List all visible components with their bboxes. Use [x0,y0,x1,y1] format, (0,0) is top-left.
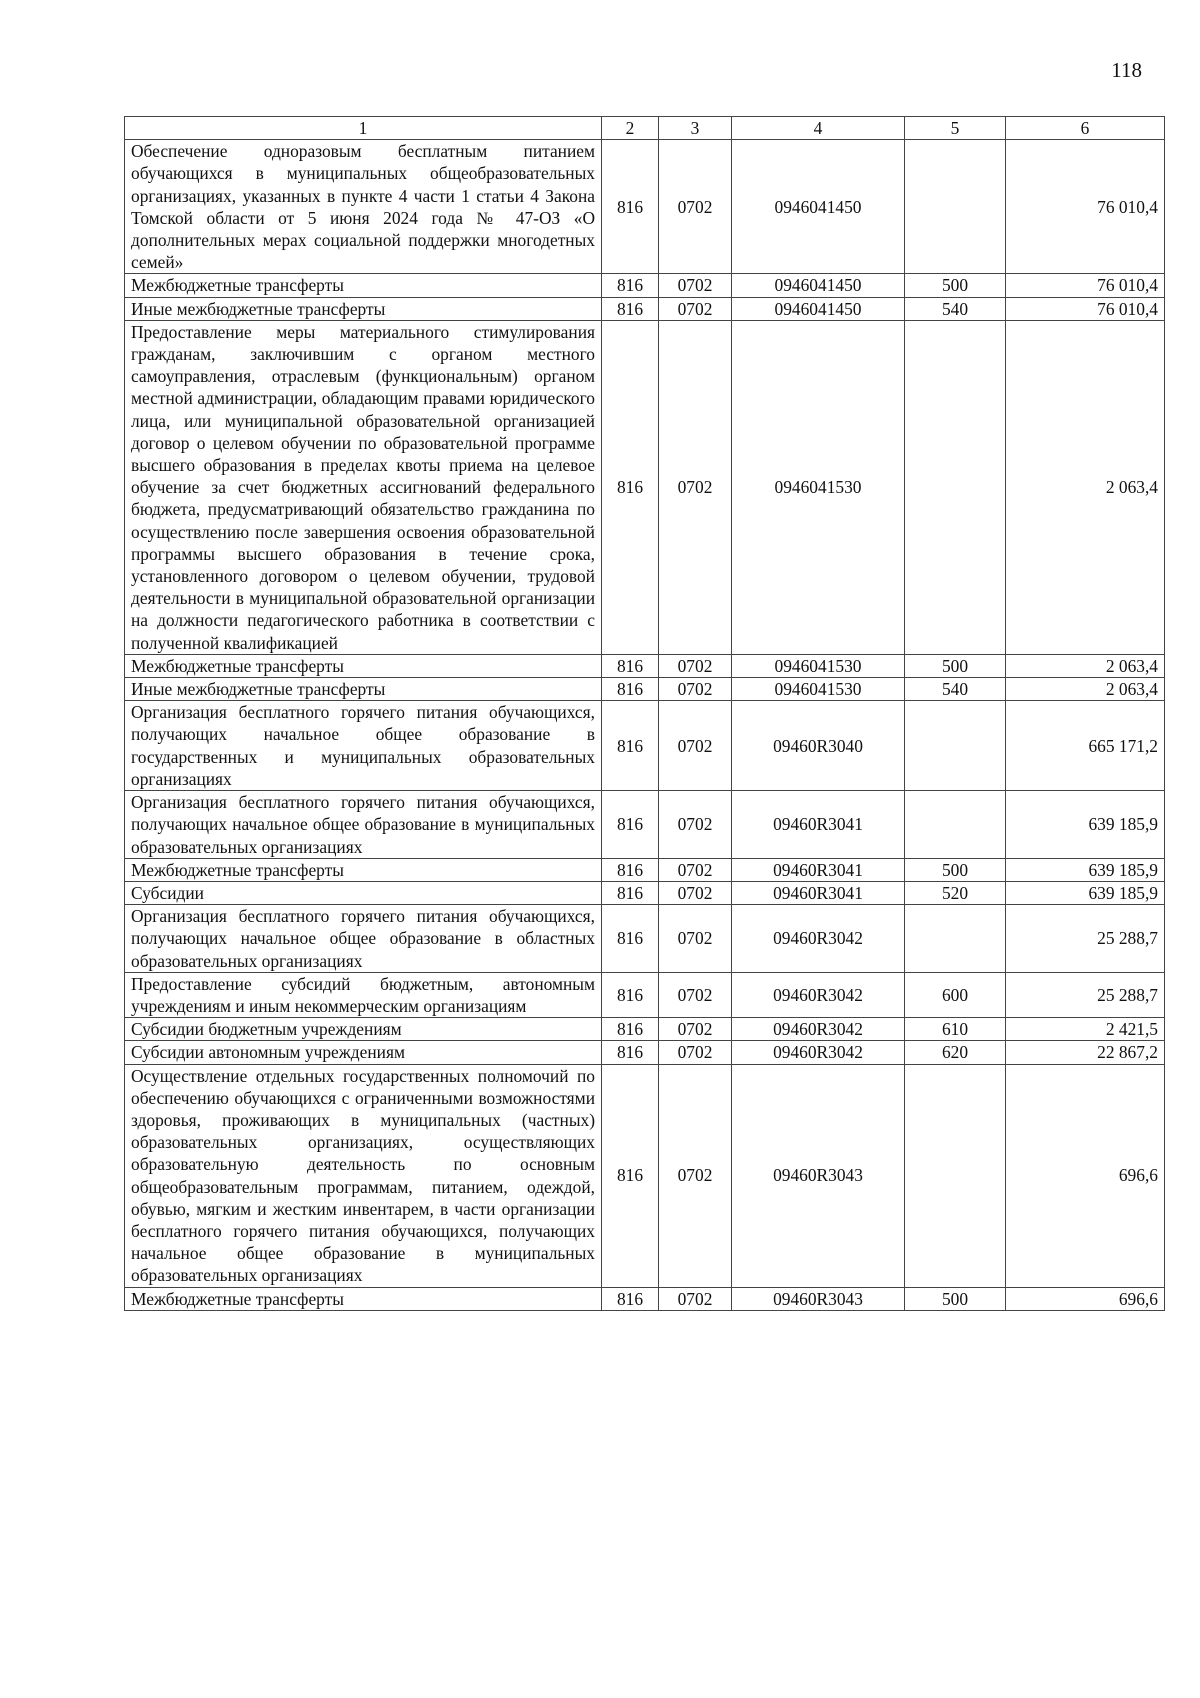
table-row [125,320,1165,654]
row-expense-type: 500 [905,858,1006,881]
column-header-2: 2 [602,117,659,140]
row-expense-type: 540 [905,678,1006,701]
table-row [125,858,1165,881]
row-ved-code: 816 [602,791,659,859]
column-header-3: 3 [659,117,732,140]
row-section-code: 0702 [659,1287,732,1310]
row-section-code: 0702 [659,905,732,973]
row-expense-type: 500 [905,274,1006,297]
row-ved-code: 816 [602,701,659,791]
row-section-code: 0702 [659,701,732,791]
row-target-article: 09460R3041 [732,881,905,904]
table-row [125,791,1165,859]
row-target-article: 0946041530 [732,320,905,654]
row-name: Субсидии бюджетным учреждениям [125,1018,602,1041]
row-expense-type: 500 [905,1287,1006,1310]
table-row [125,1287,1165,1310]
table-row [125,140,1165,274]
column-header-1: 1 [125,117,602,140]
page-number: 118 [1111,58,1142,82]
row-name: Организация бесплатного горячего питания обучающихся, получающих начальное общее образование в государственных и муниципальных образовательных организациях [125,701,602,791]
row-target-article: 09460R3041 [732,858,905,881]
row-section-code: 0702 [659,791,732,859]
row-name: Межбюджетные трансферты [125,1287,602,1310]
row-amount: 25 288,7 [1006,905,1165,973]
row-name: Организация бесплатного горячего питания обучающихся, получающих начальное общее образование в муниципальных образовательных организациях [125,791,602,859]
row-section-code: 0702 [659,297,732,320]
row-expense-type: 520 [905,881,1006,904]
row-expense-type: 500 [905,654,1006,677]
row-ved-code: 816 [602,1018,659,1041]
row-ved-code: 816 [602,678,659,701]
row-amount: 2 063,4 [1006,320,1165,654]
row-target-article: 09460R3042 [732,972,905,1017]
row-ved-code: 816 [602,1041,659,1064]
row-target-article: 0946041450 [732,297,905,320]
table-row [125,972,1165,1017]
row-section-code: 0702 [659,274,732,297]
row-section-code: 0702 [659,678,732,701]
row-amount: 2 063,4 [1006,654,1165,677]
row-amount: 25 288,7 [1006,972,1165,1017]
column-header-4: 4 [732,117,905,140]
row-name: Субсидии [125,881,602,904]
row-section-code: 0702 [659,881,732,904]
table-row [125,905,1165,973]
table-row [125,654,1165,677]
row-section-code: 0702 [659,1018,732,1041]
row-section-code: 0702 [659,858,732,881]
row-ved-code: 816 [602,654,659,677]
row-amount: 22 867,2 [1006,1041,1165,1064]
row-amount: 76 010,4 [1006,274,1165,297]
row-name: Иные межбюджетные трансферты [125,297,602,320]
row-name: Межбюджетные трансферты [125,274,602,297]
row-expense-type [905,905,1006,973]
table-row [125,678,1165,701]
row-ved-code: 816 [602,858,659,881]
row-ved-code: 816 [602,972,659,1017]
row-target-article: 09460R3043 [732,1287,905,1310]
row-name: Обеспечение одноразовым бесплатным питанием обучающихся в муниципальных общеобразовательных организациях, указанных в пункте 4 части 1 статьи 4 Закона Томской области от 5 июня 2024 года № 47-ОЗ «О дополнительных мерах социальной поддержки многодетных семей» [125,140,602,274]
row-amount: 639 185,9 [1006,858,1165,881]
row-ved-code: 816 [602,1287,659,1310]
row-amount: 696,6 [1006,1064,1165,1287]
row-expense-type [905,320,1006,654]
row-section-code: 0702 [659,1041,732,1064]
row-name: Межбюджетные трансферты [125,654,602,677]
row-target-article: 09460R3040 [732,701,905,791]
budget-table [124,116,1165,1311]
row-target-article: 0946041450 [732,274,905,297]
row-amount: 2 421,5 [1006,1018,1165,1041]
row-ved-code: 816 [602,1064,659,1287]
row-expense-type: 610 [905,1018,1006,1041]
row-ved-code: 816 [602,274,659,297]
row-ved-code: 816 [602,320,659,654]
row-section-code: 0702 [659,320,732,654]
row-target-article: 09460R3041 [732,791,905,859]
row-expense-type: 600 [905,972,1006,1017]
table-row [125,1064,1165,1287]
row-amount: 696,6 [1006,1287,1165,1310]
row-expense-type [905,1064,1006,1287]
row-section-code: 0702 [659,140,732,274]
row-name: Организация бесплатного горячего питания обучающихся, получающих начальное общее образование в областных образовательных организациях [125,905,602,973]
row-ved-code: 816 [602,297,659,320]
table-row [125,701,1165,791]
row-target-article: 0946041530 [732,654,905,677]
row-section-code: 0702 [659,1064,732,1287]
row-amount: 639 185,9 [1006,791,1165,859]
row-target-article: 09460R3042 [732,1018,905,1041]
row-name: Межбюджетные трансферты [125,858,602,881]
row-expense-type [905,701,1006,791]
row-target-article: 0946041450 [732,140,905,274]
row-target-article: 09460R3043 [732,1064,905,1287]
row-name: Предоставление меры материального стимулирования гражданам, заключившим с органом местного самоуправления, отраслевым (функциональным) органом местной администрации, обладающим правами юридического лица, или муниципальной образовательной организацией договор о целевом обучении по образовательной программе высшего образования в пределах квоты приема на целевое обучение за счет бюджетных ассигнований федерального бюджета, предусматривающий обязательство гражданина по осуществлению после завершения освоения образовательной программы высшего образования в течение срока, установленного договором о целевом обучении, трудовой деятельности в муниципальной образовательной организации на должности педагогического работника в соответствии с полученной квалификацией [125,320,602,654]
row-amount: 76 010,4 [1006,140,1165,274]
table-row [125,1018,1165,1041]
row-ved-code: 816 [602,881,659,904]
row-expense-type: 620 [905,1041,1006,1064]
table-row [125,881,1165,904]
row-name: Предоставление субсидий бюджетным, автономным учреждениям и иным некоммерческим организациям [125,972,602,1017]
row-amount: 76 010,4 [1006,297,1165,320]
row-target-article: 09460R3042 [732,1041,905,1064]
table-row [125,297,1165,320]
row-expense-type [905,140,1006,274]
row-expense-type [905,791,1006,859]
table-row [125,1041,1165,1064]
row-amount: 639 185,9 [1006,881,1165,904]
row-target-article: 0946041530 [732,678,905,701]
column-header-5: 5 [905,117,1006,140]
row-section-code: 0702 [659,654,732,677]
row-ved-code: 816 [602,905,659,973]
row-expense-type: 540 [905,297,1006,320]
row-amount: 2 063,4 [1006,678,1165,701]
table-header-row [125,117,1165,140]
table-body [125,140,1165,1311]
row-name: Осуществление отдельных государственных полномочий по обеспечению обучающихся с ограниченными возможностями здоровья, проживающих в муниципальных (частных) образовательных организациях, осуществляющих образовательную деятельность по основным общеобразовательным программам, питанием, одеждой, обувью, мягким и жестким инвентарем, в части организации бесплатного горячего питания обучающихся, получающих начальное общее образование в муниципальных образовательных организациях [125,1064,602,1287]
row-name: Субсидии автономным учреждениям [125,1041,602,1064]
table-row [125,274,1165,297]
row-target-article: 09460R3042 [732,905,905,973]
column-header-6: 6 [1006,117,1165,140]
row-amount: 665 171,2 [1006,701,1165,791]
row-name: Иные межбюджетные трансферты [125,678,602,701]
row-section-code: 0702 [659,972,732,1017]
row-ved-code: 816 [602,140,659,274]
